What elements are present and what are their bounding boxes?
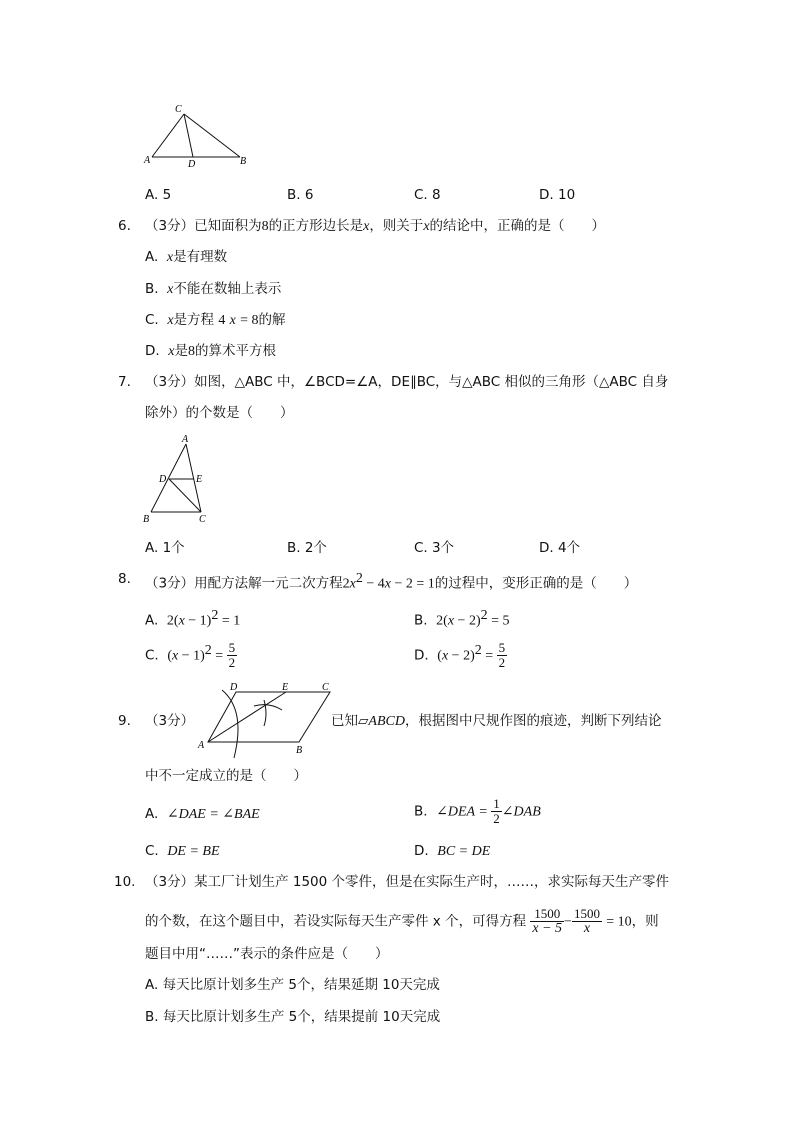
- q6-opt-d-text-a: 是: [174, 343, 188, 359]
- q8-eq-sq: 2: [355, 571, 363, 586]
- q8-opt-b-p1: 2(: [436, 613, 448, 629]
- q9-stem-b: ，根据图中尺规作图的痕迹，判断下列结论: [404, 713, 662, 729]
- q8-opt-d-fraction: [497, 641, 508, 670]
- q6-opt-c-text-a: 是方程: [173, 312, 215, 328]
- q9-score: （3分）: [145, 713, 195, 729]
- q6-stem: [145, 217, 605, 236]
- q10-frac1-num: 1500: [530, 907, 564, 922]
- q8-opt-a-exp: 2: [211, 608, 219, 623]
- q8-opt-d-x: x: [441, 648, 449, 664]
- q10-line1: （3分）某工厂计划生产 1500 个零件，但是在实际生产时，……，求实际每天生产零件: [145, 874, 670, 890]
- q8-opt-d-den: 2: [498, 655, 506, 670]
- q8-opt-d-label: D.: [414, 647, 429, 664]
- q8-stem: [145, 570, 637, 594]
- label-d: D: [188, 159, 196, 170]
- q8-opt-c-num: 5: [228, 640, 236, 655]
- q6-opt-c-eq-a: 4: [218, 313, 226, 328]
- q7-line1: （3分）如图，△ABC 中，∠BCD=∠A，DE∥BC，与△ABC 相似的三角形（△ABC 自身: [145, 374, 669, 390]
- q8-option-c: [145, 641, 237, 670]
- q6-number: 6.: [118, 218, 131, 234]
- q6-option-d: [145, 342, 276, 361]
- q10-option-b: B. 每天比原计划多生产 5个，结果提前 10天完成: [145, 1009, 441, 1025]
- q9-option-a: [145, 805, 260, 824]
- q6-option-b: [145, 280, 281, 299]
- label-e: E: [196, 474, 203, 485]
- q8-opt-c-p2: − 1): [178, 648, 205, 664]
- q8-opt-c-fraction: [227, 641, 238, 670]
- arc-bisector-2: [264, 700, 266, 726]
- q8-opt-c-x: x: [171, 648, 179, 664]
- q9-opt-b-b: ∠DAB: [501, 804, 541, 820]
- q8-stem-b: 的过程中，变形正确的是（ ）: [434, 575, 638, 592]
- side-cb: [184, 114, 240, 157]
- q6-opt-c-eq-b: = 8: [240, 313, 259, 328]
- q7-line2: 除外）的个数是（ ）: [145, 405, 294, 421]
- q9-opt-d-text: BC = DE: [437, 844, 491, 859]
- q8-opt-a-p2: − 1): [184, 613, 212, 629]
- q8-eq-m2: − 2 = 1: [390, 576, 435, 592]
- parallelogram-abcd: [208, 692, 330, 742]
- q9-opt-a-label: A.: [145, 806, 159, 822]
- label-b: B: [296, 745, 303, 756]
- q10-frac1-den: x − 5: [532, 921, 563, 936]
- q9-stem-a: 已知▱: [331, 713, 369, 729]
- q6-opt-d-var: x: [168, 344, 175, 359]
- label-a: A: [144, 155, 151, 166]
- label-c: C: [322, 682, 329, 693]
- q6-opt-a-var: x: [166, 250, 174, 265]
- q6-opt-a-text: 是有理数: [173, 249, 228, 265]
- q6-opt-d-text-b: 的算术平方根: [195, 343, 276, 359]
- q10-eq-end: = 10: [606, 914, 632, 930]
- q9-option-b: [414, 797, 541, 826]
- label-a: A: [198, 740, 205, 751]
- q8-opt-c-exp: 2: [204, 643, 212, 658]
- q6-option-a: [145, 248, 227, 267]
- q6-var2: x: [423, 219, 430, 234]
- q8-opt-b-label: B.: [414, 612, 428, 629]
- q5-option-c: C. 8: [414, 187, 441, 203]
- q8-opt-b-p3: = 5: [487, 613, 510, 629]
- q6-opt-c-var: x: [167, 313, 174, 328]
- q8-opt-d-p2: − 2): [448, 648, 475, 664]
- q9-opt-d-label: D.: [414, 843, 429, 859]
- q6-opt-b-label: B.: [145, 281, 159, 297]
- q7-option-d: D. 4个: [539, 540, 581, 556]
- q5-option-a: A. 5: [145, 187, 172, 203]
- q8-eq-m4: − 4: [362, 576, 385, 592]
- q8-opt-a-x: x: [178, 613, 185, 629]
- q9-stem: [331, 712, 661, 731]
- label-c: C: [175, 104, 182, 115]
- q6-option-c: [145, 311, 286, 330]
- q8-option-b: [414, 607, 510, 631]
- segment-ae: [208, 692, 286, 742]
- q10-number: 10.: [114, 874, 136, 890]
- q6-stem-b: 的正方形边长是: [268, 218, 364, 234]
- q6-opt-d-n: 8: [188, 344, 195, 359]
- side-ac: [152, 114, 184, 157]
- q6-opt-a-label: A.: [145, 249, 159, 265]
- q8-eq-x2: x: [384, 576, 391, 592]
- q8-option-a: [145, 607, 240, 631]
- arc-bisector-1: [254, 705, 282, 710]
- q9-opt-b-den: 2: [493, 811, 500, 826]
- q8-opt-d-exp: 2: [474, 643, 482, 658]
- label-b: B: [143, 514, 150, 525]
- q10-fraction-2: [572, 907, 602, 936]
- q10-line2-a: 的个数，在这个题目中，若设实际每天生产零件 x 个，可得方程: [145, 913, 527, 930]
- q8-eq-c2: 2: [342, 576, 350, 592]
- q8-option-d: [414, 641, 507, 670]
- q6-stem-d: 的结论中，正确的是（ ）: [429, 218, 606, 234]
- q6-stem-a: 已知面积为: [194, 218, 262, 234]
- q9-opt-b-label: B.: [414, 803, 428, 820]
- q6-opt-c-text-b: 的解: [258, 312, 286, 328]
- q6-opt-c-eq-var: x: [229, 313, 236, 328]
- q8-opt-a-label: A.: [145, 612, 159, 629]
- q10-frac2-num: 1500: [573, 906, 600, 921]
- q8-opt-c-p3: =: [211, 648, 227, 664]
- q10-minus: −: [564, 914, 572, 930]
- triangle-figure-q5: [140, 100, 260, 175]
- q8-opt-b-x: x: [447, 613, 455, 629]
- q9-opt-b-fraction: [491, 797, 502, 826]
- label-b: B: [240, 156, 247, 167]
- q8-opt-d-p1: (: [437, 648, 442, 664]
- label-d: D: [159, 474, 167, 485]
- q8-eq-x: x: [349, 576, 356, 592]
- q8-stem-a: （3分）用配方法解一元二次方程: [145, 575, 343, 592]
- q6-opt-b-var: x: [167, 282, 174, 297]
- q6-stem-c: ，则关于: [369, 218, 424, 234]
- q9-number: 9.: [118, 713, 131, 729]
- q9-option-d: [414, 842, 490, 861]
- q6-opt-d-label: D.: [145, 343, 160, 359]
- q8-opt-b-p2: − 2): [454, 613, 481, 629]
- label-d: D: [230, 682, 238, 693]
- q6-opt-c-label: C.: [145, 312, 159, 328]
- q6-stem-n: 8: [261, 219, 269, 234]
- q6-score: （3分）: [145, 218, 195, 234]
- label-a: A: [182, 434, 189, 445]
- q9-line2: 中不一定成立的是（ ）: [145, 768, 307, 784]
- q5-option-b: B. 6: [287, 187, 314, 203]
- triangle-figure-q7: [138, 432, 218, 527]
- q9-opt-b-num: 1: [493, 796, 500, 811]
- q10-line2-b: ，则: [631, 913, 659, 930]
- q8-opt-a-p1: 2(: [166, 613, 179, 629]
- label-e: E: [282, 682, 289, 693]
- q7-option-b: B. 2个: [287, 540, 327, 556]
- q8-number: 8.: [118, 571, 131, 587]
- parallelogram-figure-q9: [194, 680, 339, 760]
- side-ab: [151, 444, 186, 512]
- q8-opt-c-label: C.: [145, 647, 159, 664]
- q10-line3: 题目中用“……”表示的条件应是（ ）: [145, 946, 389, 962]
- q10-frac2-den: x: [583, 921, 591, 936]
- q9-stem-abcd: ABCD: [368, 714, 405, 729]
- q8-opt-c-p1: (: [167, 648, 172, 664]
- q5-option-d: D. 10: [539, 187, 576, 203]
- q8-opt-c-den: 2: [228, 655, 236, 670]
- q10-line2: [145, 907, 659, 936]
- q7-number: 7.: [118, 374, 131, 390]
- q9-opt-a-text: ∠DAE = ∠BAE: [166, 807, 260, 822]
- label-c: C: [199, 514, 206, 525]
- q9-opt-c-label: C.: [145, 843, 159, 859]
- q6-var: x: [363, 219, 370, 234]
- q9-opt-c-text: DE = BE: [167, 844, 220, 859]
- q8-opt-d-num: 5: [498, 640, 506, 655]
- q8-opt-a-p3: = 1: [218, 613, 241, 629]
- q9-opt-b-a: ∠DEA =: [436, 804, 492, 820]
- q7-option-a: A. 1个: [145, 540, 185, 556]
- q9-option-c: [145, 842, 220, 861]
- q6-opt-b-text: 不能在数轴上表示: [173, 281, 282, 297]
- q8-opt-d-p3: =: [481, 648, 497, 664]
- q8-opt-b-exp: 2: [480, 608, 488, 623]
- q10-fraction-1: [530, 907, 564, 936]
- q10-option-a: A. 每天比原计划多生产 5个，结果延期 10天完成: [145, 977, 440, 993]
- q7-option-c: C. 3个: [414, 540, 455, 556]
